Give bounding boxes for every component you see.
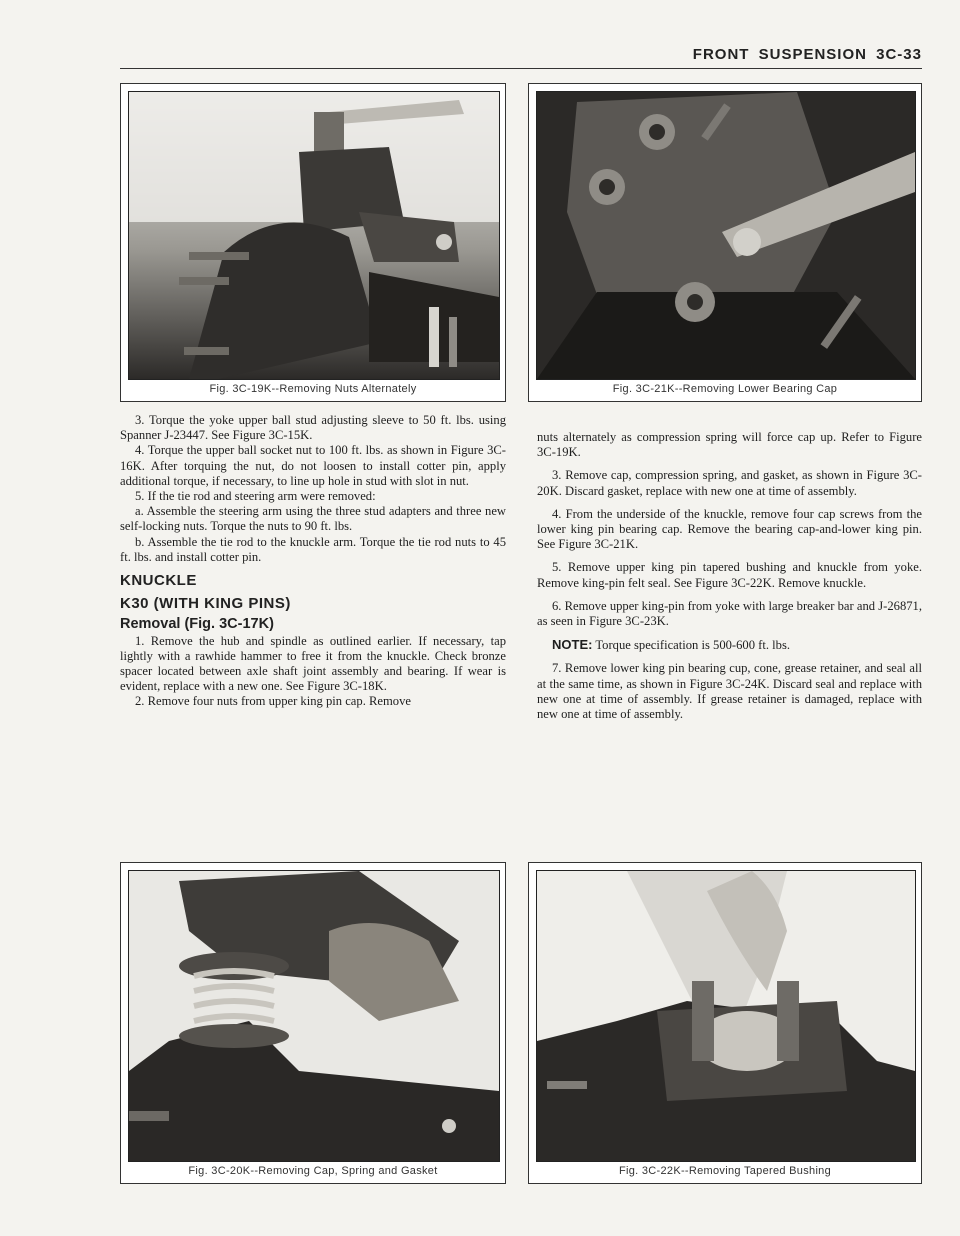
- figure-3c-22k: [528, 862, 922, 1184]
- paragraph: b. Assemble the tie rod to the knuckle arm. Torque the tie rod nuts to 45 ft. lbs. and install cotter pin.: [120, 534, 506, 564]
- paragraph: 6. Remove upper king-pin from yoke with large breaker bar and J-26871, as seen in Figure 3C-23K.: [537, 598, 922, 629]
- paragraph: 4. From the underside of the knuckle, remove four cap screws from the lower king pin bearing cap. Remove the bearing cap-and-lower king pin. See Figure 3C-21K.: [537, 506, 922, 552]
- bearing-cap-photo-illustration: [537, 92, 915, 379]
- photo-cap-spring-gasket: [128, 870, 500, 1162]
- bushing-photo-illustration: [537, 871, 915, 1161]
- paragraph: 7. Remove lower king pin bearing cup, cone, grease retainer, and seal all at the same time, as shown in Figure 3C-24K. Discard seal and replace with new one at time of assembly. If grease retainer is damaged, replace with new one at time of assembly.: [537, 661, 922, 722]
- right-text-column: [537, 430, 922, 722]
- paragraph: 3. Torque the yoke upper ball stud adjusting sleeve to 50 ft. lbs. using Spanner J-23447. See Figure 3C-15K.: [120, 413, 506, 443]
- paragraph: 3. Remove cap, compression spring, and gasket, as shown in Figure 3C-20K. Discard gasket, replace with new one at time of assembly.: [537, 468, 922, 498]
- figure-3c-20k: [120, 862, 506, 1184]
- note: [537, 637, 922, 653]
- note-text: Torque specification is 500-600 ft. lbs.: [592, 638, 791, 653]
- removal-heading: Removal (Fig. 3C-17K): [120, 616, 274, 633]
- paragraph: 5. If the tie rod and steering arm were removed:: [135, 489, 376, 504]
- paragraph: a. Assemble the steering arm using the three stud adapters and three new self-locking nuts. Torque the nuts to 90 ft. lbs.: [120, 504, 506, 534]
- photo-lower-bearing-cap: [536, 91, 916, 380]
- header-title: FRONT SUSPENSION 3C-33: [692, 46, 922, 63]
- figure-3c-19k: [120, 83, 506, 402]
- paragraph: 5. Remove upper king pin tapered bushing and knuckle from yoke. Remove king-pin felt seal. See Figure 3C-22K. Remove knuckle.: [537, 560, 922, 590]
- paragraph: nuts alternately as compression spring will force cap up. Refer to Figure 3C-19K.: [537, 430, 922, 460]
- spring-photo-illustration: [129, 871, 499, 1161]
- figure-caption: Fig. 3C-19K--Removing Nuts Alternately: [209, 383, 417, 395]
- figure-caption: Fig. 3C-20K--Removing Cap, Spring and Gasket: [188, 1165, 438, 1177]
- photo-tapered-bushing: [536, 870, 916, 1162]
- left-text-column: [120, 413, 506, 710]
- figure-caption: Fig. 3C-22K--Removing Tapered Bushing: [618, 1165, 832, 1177]
- knuckle-photo-illustration: [129, 92, 499, 379]
- paragraph: 1. Remove the hub and spindle as outlined earlier. If necessary, tap lightly with a rawhide hammer to free it from the knuckle. Check bronze spacer located between axle shaft joint assembly and bearing. If wear is evident, replace with a new one. See Figure 3C-18K.: [120, 633, 506, 694]
- paragraph: 4. Torque the upper ball socket nut to 100 ft. lbs. as shown in Figure 3C-16K. After torquing the nut, do not loosen to install cotter pin, apply additional torque, if necessary, to line up hole in stud with slot in nut.: [120, 443, 506, 488]
- figure-caption: Fig. 3C-21K--Removing Lower Bearing Cap: [612, 383, 838, 395]
- paragraph: 2. Remove four nuts from upper king pin cap. Remove: [135, 694, 411, 709]
- subsection-heading: K30 (WITH KING PINS): [120, 595, 291, 613]
- photo-removing-nuts: [128, 91, 500, 380]
- section-heading: KNUCKLE: [120, 572, 197, 590]
- note-label: NOTE:: [552, 637, 593, 653]
- figure-3c-21k: [528, 83, 922, 402]
- page-header: [120, 44, 922, 69]
